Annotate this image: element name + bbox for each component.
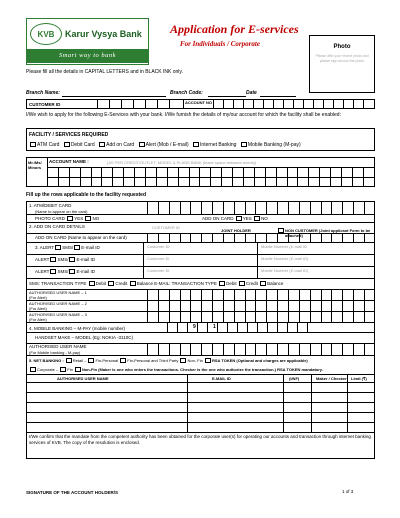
alert-label: ALERT: [35, 257, 50, 262]
mobile-banking-checkbox[interactable]: [241, 142, 247, 147]
sms-credit-checkbox[interactable]: [108, 281, 114, 286]
th-inf: (I/NF): [289, 376, 300, 381]
net-banking-row: [29, 358, 308, 363]
atm-card-label: ATM Card: [37, 142, 60, 148]
sms-debit-checkbox[interactable]: [89, 281, 95, 286]
photo-label: Photo: [333, 44, 351, 50]
account-name-box: [26, 157, 375, 187]
auth-user-label: AUTHORISED USER NAME – 2 (For Alert): [29, 301, 87, 311]
account-no-cells[interactable]: [213, 100, 375, 109]
alert-customer-id[interactable]: Customer ID: [147, 268, 170, 273]
alert-email-checkbox[interactable]: [69, 269, 75, 274]
alert-sms-checkbox[interactable]: [55, 245, 61, 250]
auth-user-label: AUTHORISED USER NAME – 1 (For Alert): [29, 290, 87, 300]
sms-balance-checkbox[interactable]: [130, 281, 136, 286]
alert-row: [35, 245, 100, 251]
th-maker-checker: Maker / Checker: [316, 376, 347, 381]
addon-name-cells[interactable]: [147, 233, 375, 242]
email-credit-checkbox[interactable]: [239, 281, 245, 286]
alert-label: 3. ALERT: [35, 245, 55, 250]
internet-banking-label: Internet Banking: [200, 142, 237, 148]
photo-card-yes-checkbox[interactable]: [67, 216, 73, 221]
facility-heading: FACILITY / SERVICES REQUIRED: [29, 132, 109, 138]
fin-checkbox[interactable]: [60, 367, 66, 372]
table-row[interactable]: [27, 382, 375, 392]
non-customer-label: NON CUSTOMER (Joint applicant Form to be attached): [285, 228, 371, 238]
email-debit: Debit: [226, 281, 237, 286]
debit-card-checkbox[interactable]: [64, 142, 70, 147]
table-row[interactable]: [27, 392, 375, 402]
auth-user-label: AUTHORISED USER NAME – 3 (For Alert): [29, 312, 87, 322]
account-no-label: ACCOUNT NO: [183, 100, 213, 109]
fill-rows-note: Fill up the rows applicable to the facility requested: [26, 192, 147, 198]
auth-user-cells[interactable]: [147, 300, 375, 311]
email-debit-checkbox[interactable]: [219, 281, 225, 286]
rsa-token-checkbox[interactable]: [205, 358, 211, 363]
alert-sms-checkbox[interactable]: [50, 269, 56, 274]
alert-mobile-email[interactable]: Mobile Number (E-mail ID: [261, 244, 308, 249]
table-row[interactable]: [27, 412, 375, 422]
account-name-label: ACCOUNT NAME :: [49, 159, 89, 164]
confirmation-text: I/We confirm that the mandate from the competent authority has been obtained for the corporate user(s) for operating our accounts and transaction through internet banking services of KVB. The copy of the resolution is enclosed.: [29, 434, 371, 445]
non-fin2-checkbox[interactable]: [75, 367, 81, 372]
corporate-checkbox[interactable]: [30, 367, 36, 372]
photo-note: Please affix your recent photo and please sign across the photo: [315, 54, 369, 63]
internet-banking-checkbox[interactable]: [193, 142, 199, 147]
bank-logo: [26, 18, 149, 65]
mpay-auth-label: AUTHORISED USER NAME: [29, 344, 87, 349]
retail-label: Retail –: [72, 358, 87, 363]
mobile-banking-label: Mobile Banking (M-pay): [247, 142, 301, 148]
photo-card-yes: YES: [74, 216, 84, 221]
signature-label: SIGNATURE OF THE ACCOUNT HOLDER/S: [26, 490, 118, 495]
email-balance-checkbox[interactable]: [260, 281, 266, 286]
mobile-banking-label: 4. MOBILE BANKING – M-PAY (mobile number): [29, 326, 126, 331]
rsa-mandatory-label: RSA TOKEN mandatory.: [277, 367, 323, 372]
branch-name-field[interactable]: [62, 96, 166, 97]
sms-debit: Debit: [95, 281, 107, 286]
sms-balance: Balance: [136, 281, 153, 286]
email-transaction-label: E-MAIL: TRANSACTION TYPE: [154, 281, 217, 286]
alert-slash: /: [71, 245, 74, 250]
add-on-yn-row: [202, 216, 268, 222]
branch-code-field[interactable]: [208, 96, 246, 97]
alert-label: Alert (Mob / E-mail): [145, 142, 189, 148]
photo-card-no-checkbox[interactable]: [85, 216, 91, 221]
corporate-label: Corporate –: [37, 367, 59, 372]
mpay-auth-cells[interactable]: [147, 343, 375, 355]
alert-mobile-email[interactable]: Mobile Number (E-mail ID): [261, 268, 309, 273]
atm-name-cells[interactable]: [147, 202, 375, 214]
th-user-name: AUTHORISED USER NAME: [57, 376, 109, 381]
alert-mobile-email[interactable]: Mobile Number (E-mail ID): [261, 256, 309, 261]
mobile-digit-2: 1: [213, 324, 216, 330]
email-balance: Balance: [267, 281, 284, 286]
fin-third-label: Fin-Personal and Third Party: [127, 358, 179, 363]
add-on-customer-id: CUSTOMER ID: [152, 224, 180, 230]
non-fin2-label: Non-Fin (Maker is one who enters the transactions. Checker is the one who authorize the transaction.): [81, 367, 276, 372]
photo-card-label: PHOTO CARD: [35, 216, 65, 221]
rsa-label: RSA TOKEN (Optional and charges are applicable): [211, 358, 308, 363]
mpay-auth-sub: (For Mobile banking - M-pay): [29, 350, 81, 355]
auth-user-cells[interactable]: [147, 311, 375, 322]
atm-card-checkbox[interactable]: [30, 142, 36, 147]
email-credit: Credit: [245, 281, 258, 286]
add-on-no: NO: [261, 216, 268, 221]
add-on-card-label: Add on Card: [106, 142, 135, 148]
alert-sms-label: SMS: [62, 245, 72, 250]
form-title: Application for E-services: [170, 22, 299, 36]
mobile-number-cells[interactable]: [167, 322, 317, 332]
date-label: Date: [246, 90, 257, 96]
alert-sms-checkbox[interactable]: [50, 257, 56, 262]
alert-checkbox[interactable]: [139, 142, 145, 147]
alert-slash: /: [67, 269, 69, 274]
title-prefix: Mr./Ms/ Minors: [28, 160, 42, 170]
auth-user-cells[interactable]: [147, 289, 375, 300]
facility-options: [29, 142, 301, 148]
alert-email-label: E-mail ID: [81, 245, 100, 250]
logo-tagline: Smart way to bank: [27, 49, 148, 63]
alert-sms-label: SMS: [57, 257, 68, 262]
table-row[interactable]: [27, 422, 375, 432]
transaction-type-row: [29, 281, 283, 287]
alert-row: [35, 257, 95, 263]
sms-credit: Credit: [115, 281, 128, 286]
addon-name-label: ADD ON CARD (Name to appear on the card): [35, 235, 127, 240]
branch-name-label: Branch Name:: [26, 90, 60, 96]
corporate-row: [29, 367, 323, 372]
table-row[interactable]: [27, 402, 375, 412]
instruction-text: Please fill all the details in CAPITAL LETTERS and in BLACK INK only.: [26, 69, 183, 75]
mobile-digit-1: 9: [193, 324, 196, 330]
fin-third-checkbox[interactable]: [120, 358, 126, 363]
intro-text: I/We wish to apply for the following E-Services with your bank. I/We furnish the details of my/our account for which the facility shall be enabled:: [26, 112, 341, 118]
add-on-no-checkbox[interactable]: [254, 216, 260, 221]
alert-email-checkbox[interactable]: [71, 245, 80, 250]
non-fin-checkbox[interactable]: [180, 358, 186, 363]
atm-section-sub: (Name to appear on the card): [35, 209, 88, 214]
fin-label: Fin: [67, 367, 73, 372]
branch-code-label: Branch Code:: [170, 90, 203, 96]
photo-box: [309, 35, 375, 93]
retail-checkbox[interactable]: [66, 358, 72, 363]
handset-label: HANDSET MAKE – MODEL (Eg: NOKIA -3110C): [35, 335, 133, 340]
alert-row: [35, 269, 95, 275]
add-on-card-checkbox[interactable]: [99, 142, 105, 147]
fin-personal-checkbox[interactable]: [88, 358, 94, 363]
add-on-yes: YES: [242, 216, 252, 221]
customer-row: [26, 99, 375, 109]
customer-id-label: CUSTOMER ID: [29, 102, 61, 107]
photo-card-row: [35, 216, 99, 222]
page-number: 1 of 3: [342, 489, 354, 494]
account-name-hint: (AS PER CREDIT/OUTLET, MODEL & PLANS BANK (leave space between words)): [107, 159, 257, 165]
alert-email-label: E-mail ID: [76, 257, 95, 262]
services-table: [26, 201, 375, 459]
alert-customer-id[interactable]: Customer ID: [147, 244, 170, 249]
joint-holder-label: JOINT HOLDER: [221, 228, 251, 233]
th-email: E-MAIL ID: [212, 376, 231, 381]
photo-card-no: NO: [92, 216, 100, 221]
account-name-cells[interactable]: [47, 167, 375, 187]
add-on-label: ADD ON CARD: [202, 216, 234, 221]
net-banking-label: 5. NET BANKING :: [29, 358, 64, 363]
logo-name: Karur Vysya Bank: [65, 29, 142, 39]
alert-customer-id[interactable]: Customer ID: [147, 256, 170, 261]
non-fin-label: Non- Fin: [187, 358, 203, 363]
debit-card-label: Debit Card: [70, 142, 95, 148]
atm-section-label: 1. ATM/DEBIT CARD: [29, 203, 72, 208]
fin-personal-label: Fin-Personal: [95, 358, 119, 363]
facility-box: [26, 128, 375, 151]
alert-email-label: E-mail ID: [76, 269, 95, 274]
sms-transaction-label: SMS: TRANSACTION TYPE: [29, 281, 87, 286]
alert-slash: /: [67, 257, 69, 262]
alert-label: ALERT: [35, 269, 50, 274]
th-limit: Limit (₹): [351, 376, 367, 381]
customer-id-cells[interactable]: [97, 100, 181, 109]
add-on-details-label: 2. ADD ON CARD DETAILS: [29, 224, 85, 229]
form-subtitle: For Individuals / Corporate: [180, 40, 260, 48]
alert-email-checkbox[interactable]: [69, 257, 75, 262]
logo-mark: KVB: [30, 23, 62, 45]
alert-sms-label: SMS: [57, 269, 68, 274]
date-field[interactable]: [260, 96, 296, 97]
add-on-yes-checkbox[interactable]: [236, 216, 242, 221]
